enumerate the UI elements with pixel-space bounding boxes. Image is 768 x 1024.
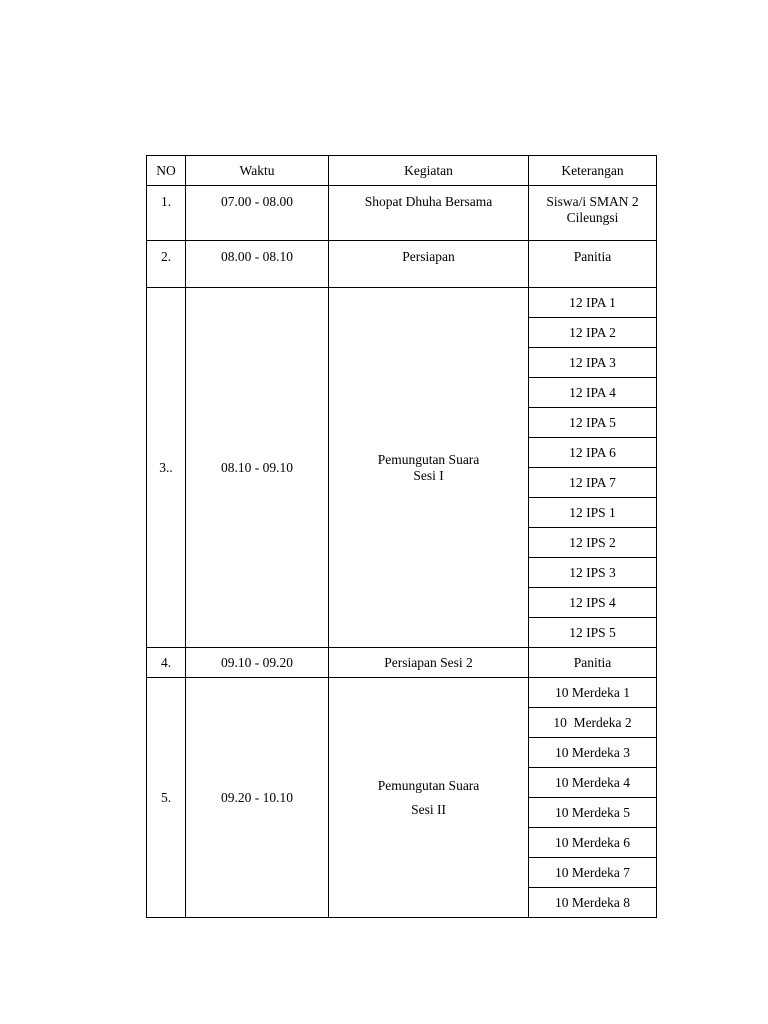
row-kegiatan: Persiapan Sesi 2	[329, 648, 529, 678]
class-cell: 12 IPA 1	[529, 288, 657, 318]
row-waktu: 09.20 - 10.10	[186, 678, 329, 918]
class-cell: 12 IPA 5	[529, 408, 657, 438]
class-cell: 12 IPA 3	[529, 348, 657, 378]
row-keterangan	[529, 186, 657, 241]
row-kegiatan: Persiapan	[329, 241, 529, 288]
keterangan-line: Cileungsi	[566, 210, 619, 225]
header-row	[147, 156, 657, 186]
class-cell: 12 IPA 4	[529, 378, 657, 408]
row-waktu: 09.10 - 09.20	[186, 648, 329, 678]
row-no: 2.	[147, 241, 186, 288]
kegiatan-line: Pemungutan Suara	[377, 777, 480, 793]
class-cell: 10 Merdeka 3	[529, 738, 657, 768]
keterangan-line: Siswa/i SMAN 2	[546, 194, 639, 209]
row-kegiatan: Shopat Dhuha Bersama	[329, 186, 529, 241]
row-no: 3..	[147, 288, 186, 648]
class-cell: 10 Merdeka 2	[529, 708, 657, 738]
table-row	[147, 288, 657, 318]
header-keterangan: Keterangan	[529, 156, 657, 186]
class-cell: 10 Merdeka 1	[529, 678, 657, 708]
class-cell: 12 IPS 5	[529, 618, 657, 648]
class-cell: 12 IPA 6	[529, 438, 657, 468]
class-cell: 12 IPA 7	[529, 468, 657, 498]
class-cell: 12 IPA 2	[529, 318, 657, 348]
row-waktu: 08.10 - 09.10	[186, 288, 329, 648]
class-cell: 10 Merdeka 5	[529, 798, 657, 828]
kegiatan-line: Pemungutan Suara	[377, 451, 480, 467]
table-row	[147, 186, 657, 241]
kegiatan-line: Sesi II	[411, 801, 446, 817]
header-kegiatan: Kegiatan	[329, 156, 529, 186]
row-kegiatan	[329, 288, 529, 648]
row-waktu: 07.00 - 08.00	[186, 186, 329, 241]
class-cell: 12 IPS 3	[529, 558, 657, 588]
table-row	[147, 648, 657, 678]
row-keterangan: Panitia	[529, 648, 657, 678]
row-kegiatan	[329, 678, 529, 918]
header-no: NO	[147, 156, 186, 186]
schedule-table	[146, 155, 657, 918]
class-cell: 10 Merdeka 8	[529, 888, 657, 918]
row-waktu: 08.00 - 08.10	[186, 241, 329, 288]
kegiatan-line: Sesi I	[413, 467, 444, 483]
table-row	[147, 241, 657, 288]
class-cell: 12 IPS 4	[529, 588, 657, 618]
row-no: 4.	[147, 648, 186, 678]
class-cell: 10 Merdeka 7	[529, 858, 657, 888]
header-waktu: Waktu	[186, 156, 329, 186]
class-cell: 10 Merdeka 4	[529, 768, 657, 798]
class-cell: 12 IPS 2	[529, 528, 657, 558]
class-cell: 10 Merdeka 6	[529, 828, 657, 858]
row-no: 1.	[147, 186, 186, 241]
class-cell: 12 IPS 1	[529, 498, 657, 528]
table-row	[147, 678, 657, 708]
row-keterangan: Panitia	[529, 241, 657, 288]
row-no: 5.	[147, 678, 186, 918]
